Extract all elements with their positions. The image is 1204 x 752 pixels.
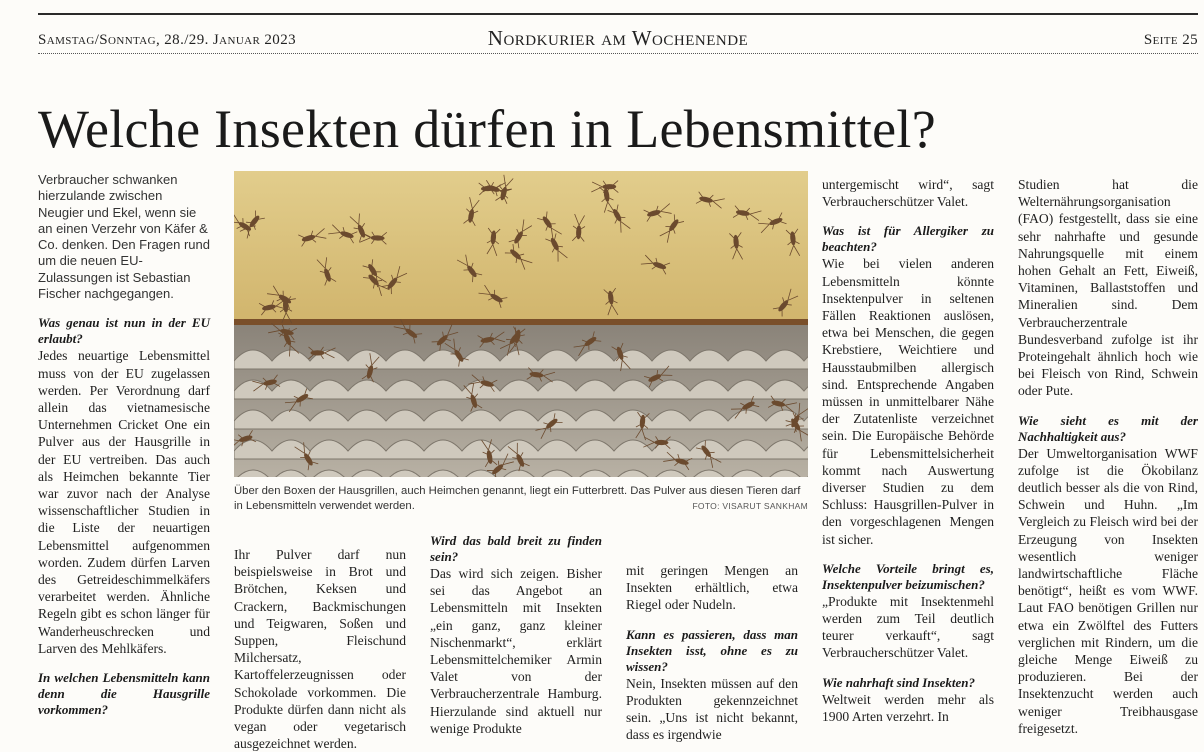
article-intro: Verbraucher schwanken hierzulande zwischen Neugier und Ekel, wenn sie an einen Verzehr von Käfer & Co. denken. Den Fragen rund um die neuen EU-Zulassungen ist Sebastian Fischer nachgegangen. [38, 172, 210, 302]
caption-text: Über den Boxen der Hausgrillen, auch Heimchen genannt, liegt ein Futterbrett. Das Pulver aus diesen Tieren darf in Lebensmitteln verwendet werden. [234, 485, 801, 512]
newspaper-name: Nordkurier am Wochenende [487, 26, 749, 50]
board-edge [234, 319, 808, 325]
crickets-photo-image [234, 171, 808, 477]
page-number: Seite 25 [1143, 32, 1198, 48]
masthead-top-rule [38, 13, 1198, 15]
masthead-dotted-rule [38, 53, 1198, 54]
question-heading: Was genau ist nun in der EU erlaubt? [38, 315, 210, 347]
page-header [38, 26, 1198, 52]
question-heading: Welche Vorteile bringt es, Insektenpulver beizumischen? [822, 560, 994, 592]
article-column-5 [822, 176, 994, 725]
answer-paragraph: Studien hat die Welternährungsorganisation (FAO) festgestellt, dass sie eine sehr nahrhafte und gesunde Nahrungsquelle mit einem hohen Gehalt an Fett, Eiweiß, Vitaminen, Ballaststoffen und Mineralien sind. Dem Verbraucherzentrale Bundesverband zufolge ist ihr Proteingehalt ähnlich hoch wie bei Fleisch von Rind, Schwein oder Pute. [1018, 177, 1198, 399]
question-heading: Wird das bald breit zu finden sein? [430, 533, 602, 564]
answer-paragraph: Nein, Insekten müssen auf den Produkten gekennzeichnet sein. „Uns ist nicht bekannt, dass es irgendwie [626, 675, 798, 743]
answer-paragraph: mit geringen Mengen an Insekten erhältlich, etwa Riegel oder Nudeln. [626, 563, 798, 613]
article-column-4 [626, 562, 798, 743]
answer-paragraph: Weltweit werden mehr als 1900 Arten verzehrt. In [822, 691, 994, 724]
answer-paragraph: Jedes neuartige Lebensmittel muss von der EU zugelassen werden. Per Verordnung darf allein das vietnamesische Unternehmen Cricket One ein Pulver aus der Hausgrille in der EU vertreiben. Das auch als Heimchen bekannte Tier war zuvor nach der Analyse wissenschaftlicher Studien in die Liste der neuartigen Lebensmittel aufgenommen worden. Zudem dürfen Larven des Getreideschimmelkäfers verarbeitet werden. Ähnliche Regeln gibt es schon länger für Wanderheuschrecken und Larven des Mehlkäfers. [38, 348, 210, 656]
issue-date: Samstag/Sonntag, 28./29. Januar 2023 [38, 32, 296, 48]
answer-paragraph: Das wird sich zeigen. Bisher sei das Angebot an Lebensmitteln mit Insekten „ein ganz, ganz kleiner Nischenmarkt“, erklärt Lebensmittelchemiker Armin Valet von der Verbraucherzentrale Hamburg. Hierzulande sind aktuell nur wenige Produkte [430, 566, 602, 736]
question-heading: Kann es passieren, dass man Insekten isst, ohne es zu wissen? [626, 626, 798, 674]
answer-paragraph: Ihr Pulver darf nun beispielsweise in Brot und Brötchen, Keksen und Crackern, Backmischungen und Teigwaren, Soßen und Suppen, Fleischund Milchersatz, Kartoffelerzeugnissen oder Schokolade vorkommen. Die Produkte dürfen dann nicht als vegan oder vegetarisch ausgezeichnet werden. [234, 547, 406, 752]
article-column-1 [38, 172, 210, 718]
crickets-photo [234, 171, 808, 477]
answer-paragraph: „Produkte mit Insektenmehl werden zum Teil deutlich teurer verkauft“, sagt Verbraucherschützer Valet. [822, 593, 994, 661]
question-heading: Wie nahrhaft sind Insekten? [822, 674, 976, 690]
answer-paragraph: untergemischt wird“, sagt Verbraucherschützer Valet. [822, 177, 994, 210]
question-heading: Wie sieht es mit der Nachhaltigkeit aus? [1018, 412, 1198, 444]
article-headline: Welche Insekten dürfen in Lebensmittel? [38, 99, 937, 159]
answer-paragraph: Wie bei vielen anderen Lebensmitteln könnte Insektenpulver in seltenen Fällen Reaktionen auslösen, etwa bei Menschen, die gegen Krebstiere, Weichtiere und Hausstaubmilben allergisch sind. Entsprechende Angaben müssen in unmittelbarer Nähe der Zutatenliste verzeichnet sein. Die Europäische Behörde für Lebensmittelsicherheit kommt nach Auswertung diverser Studien zu dem Schluss: Hausgrillen-Pulver in den vorgeschlagenen Mengen ist sicher. [822, 256, 994, 547]
feeding-board [234, 171, 808, 321]
article-column-3 [430, 533, 602, 737]
photo-credit: FOTO: VISARUT SANKHAM [692, 501, 808, 511]
question-heading: In welchen Lebensmitteln kann denn die Hausgrille vorkommen? [38, 670, 210, 718]
question-heading: Was ist für Allergiker zu beachten? [822, 223, 994, 255]
answer-paragraph: Der Umweltorganisation WWF zufolge ist die Ökobilanz deutlich besser als die von Rind, Schwein und Huhn. „Im Vergleich zu Fleisch wird bei der Erzeugung von Insekten wesentlich weniger landwirtschaftliche Fläche benötigt“, heißt es vom WWF. Laut FAO benötigen Grillen nur etwa ein Zwölftel des Futters verglichen mit Rindern, um die gleiche Menge Eiweiß zu produzieren. Bei der Insektenzucht werden auch weniger Treibhausgase freigesetzt. [1018, 445, 1198, 736]
photo-caption [234, 484, 808, 514]
article-column-2 [234, 546, 406, 752]
article-column-6 [1018, 176, 1198, 737]
